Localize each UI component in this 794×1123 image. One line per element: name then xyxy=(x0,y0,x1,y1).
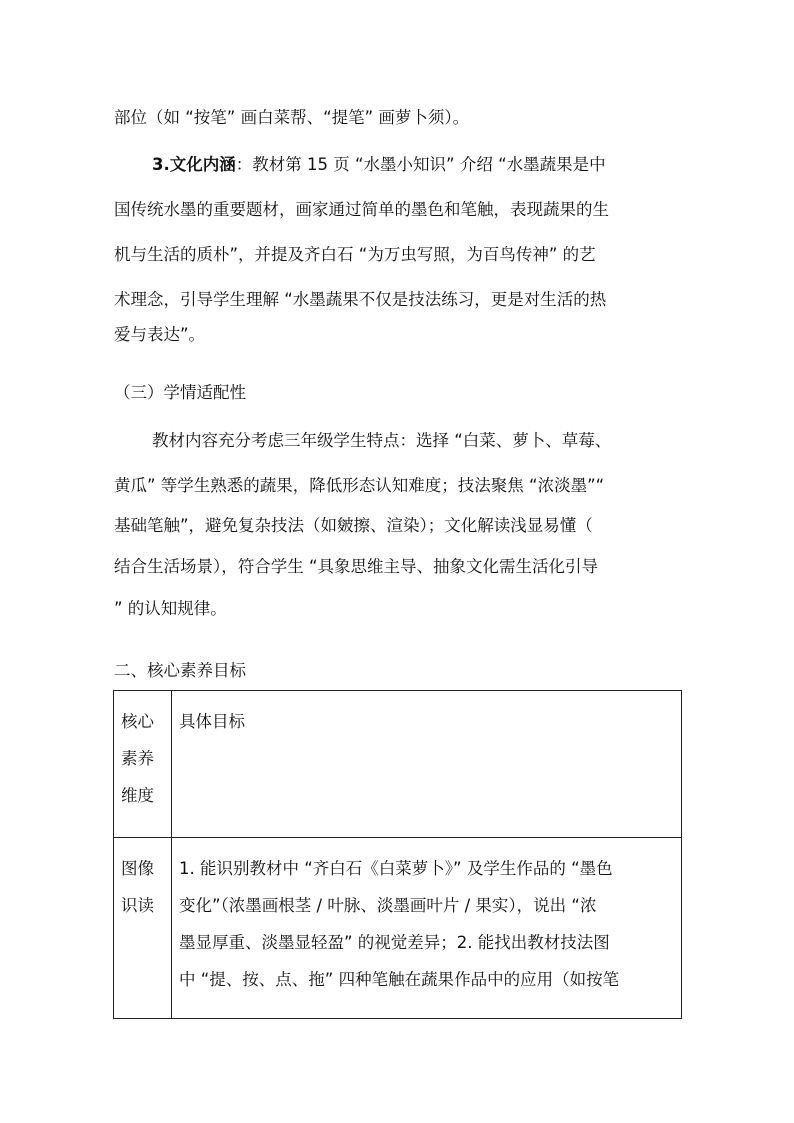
paragraph-line: 国传统水墨的重要题材，画家通过简单的墨色和笔触，表现蔬果的生 xyxy=(114,200,609,219)
cell-text-line: 识读 xyxy=(121,895,154,915)
cell-text-line: 墨显厚重、淡墨显轻盈” 的视觉差异；2. 能找出教材技法图 xyxy=(179,932,610,952)
cell-text-line: 变化”（浓墨画根茎 / 叶脉、淡墨画叶片 / 果实），说出 “浓 xyxy=(179,895,597,915)
cell-text-line: 1. 能识别教材中 “齐白石《白菜萝卜》” 及学生作品的 “墨色 xyxy=(179,858,613,878)
goals-table xyxy=(113,690,682,1019)
cell-text-line: 图像 xyxy=(121,858,154,878)
paragraph-line: 机与生活的质朴”，并提及齐白石 “为万虫写照，为百鸟传神” 的艺 xyxy=(114,245,596,264)
paragraph-line: 基础笔触”，避免复杂技法（如皴擦、渲染）；文化解读浅显易懂（ xyxy=(114,516,593,535)
paragraph-line: 教材内容充分考虑三年级学生特点：选择 “白菜、萝卜、草莓、 xyxy=(152,431,612,450)
cell-text-line: 维度 xyxy=(121,785,154,805)
dimension-cell xyxy=(114,838,172,1019)
header-dimension-cell xyxy=(114,691,172,838)
cell-text-line: 核心 xyxy=(121,711,154,731)
target-cell xyxy=(172,838,682,1019)
culture-paragraph-first-line xyxy=(152,154,684,176)
cell-text-line: 中 “提、按、点、拖” 四种笔触在蔬果作品中的应用（如按笔 xyxy=(179,969,620,989)
paragraph-line: 术理念，引导学生理解 “水墨蔬果不仅是技法练习，更是对生活的热 xyxy=(114,290,607,309)
paragraph-line: 结合生活场景），符合学生 “具象思维主导、抽象文化需生活化引导 xyxy=(114,557,599,576)
section-heading: （三）学情适配性 xyxy=(114,383,246,402)
cell-text-line: 具体目标 xyxy=(179,711,245,731)
paragraph-line: 部位（如 “按笔” 画白菜帮、“提笔” 画萝卜须）。 xyxy=(114,108,470,127)
culture-text: ：教材第 15 页 “水墨小知识” 介绍 “水墨蔬果是中 xyxy=(235,155,606,174)
culture-label: 3.文化内涵 xyxy=(152,155,236,174)
section-heading: 二、核心素养目标 xyxy=(114,661,246,680)
table-header-row xyxy=(114,691,682,838)
table-row xyxy=(114,838,682,1019)
paragraph-line: ” 的认知规律。 xyxy=(114,599,227,618)
cell-text-line: 素养 xyxy=(121,748,154,768)
paragraph-line: 爱与表达”。 xyxy=(114,325,206,344)
paragraph-line: 黄瓜” 等学生熟悉的蔬果，降低形态认知难度；技法聚焦 “浓淡墨”“ xyxy=(114,476,605,495)
header-target-cell xyxy=(172,691,682,838)
